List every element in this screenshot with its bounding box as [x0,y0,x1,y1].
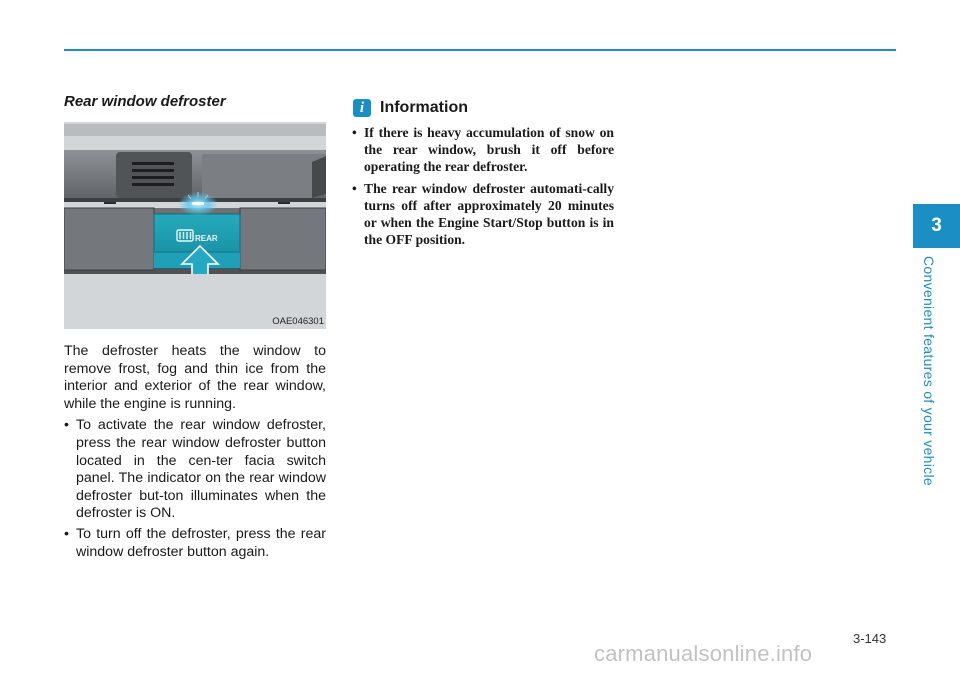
center-facia-illustration [64,122,326,329]
information-list [352,124,614,248]
top-rule [64,49,896,51]
watermark: carmanualsonline.info [594,641,813,666]
list-item: • If there is heavy accumulation of snow on the rear window, brush it off before operating the rear defroster. [352,124,614,176]
list-item: • The rear window defroster automati-cally turns off after approximately 20 minutes or when the Engine Start/Stop button is in the OFF position. [352,180,614,249]
figure-code: OAE046301 [272,316,324,327]
info-icon: i [353,99,371,117]
information-title: Information [380,99,468,116]
page-number: 3-143 [853,631,887,646]
chapter-number-tab: 3 [913,204,960,248]
rear-button-label: REAR [195,234,218,243]
information-header [352,96,614,120]
information-box [352,96,614,252]
defroster-figure [64,122,326,329]
list-item: • To turn off the defroster, press the rear window defroster button again. [64,526,326,561]
list-item: • To activate the rear window defroster, press the rear window defroster button located in the cen-ter facia switch panel. The indicator on the rear window defroster but-ton illuminates when the defroster is ON. [64,417,326,523]
body-bullet-list [64,417,326,561]
chapter-title-side [921,256,939,496]
intro-paragraph: The defroster heats the window to remove frost, fog and thin ice from the interior and exterior of the rear window, while the engine is running. [64,343,326,412]
body-text [64,343,326,564]
chapter-title: Convenient features of your vehicle [921,256,937,486]
section-heading: Rear window defroster [64,93,226,110]
